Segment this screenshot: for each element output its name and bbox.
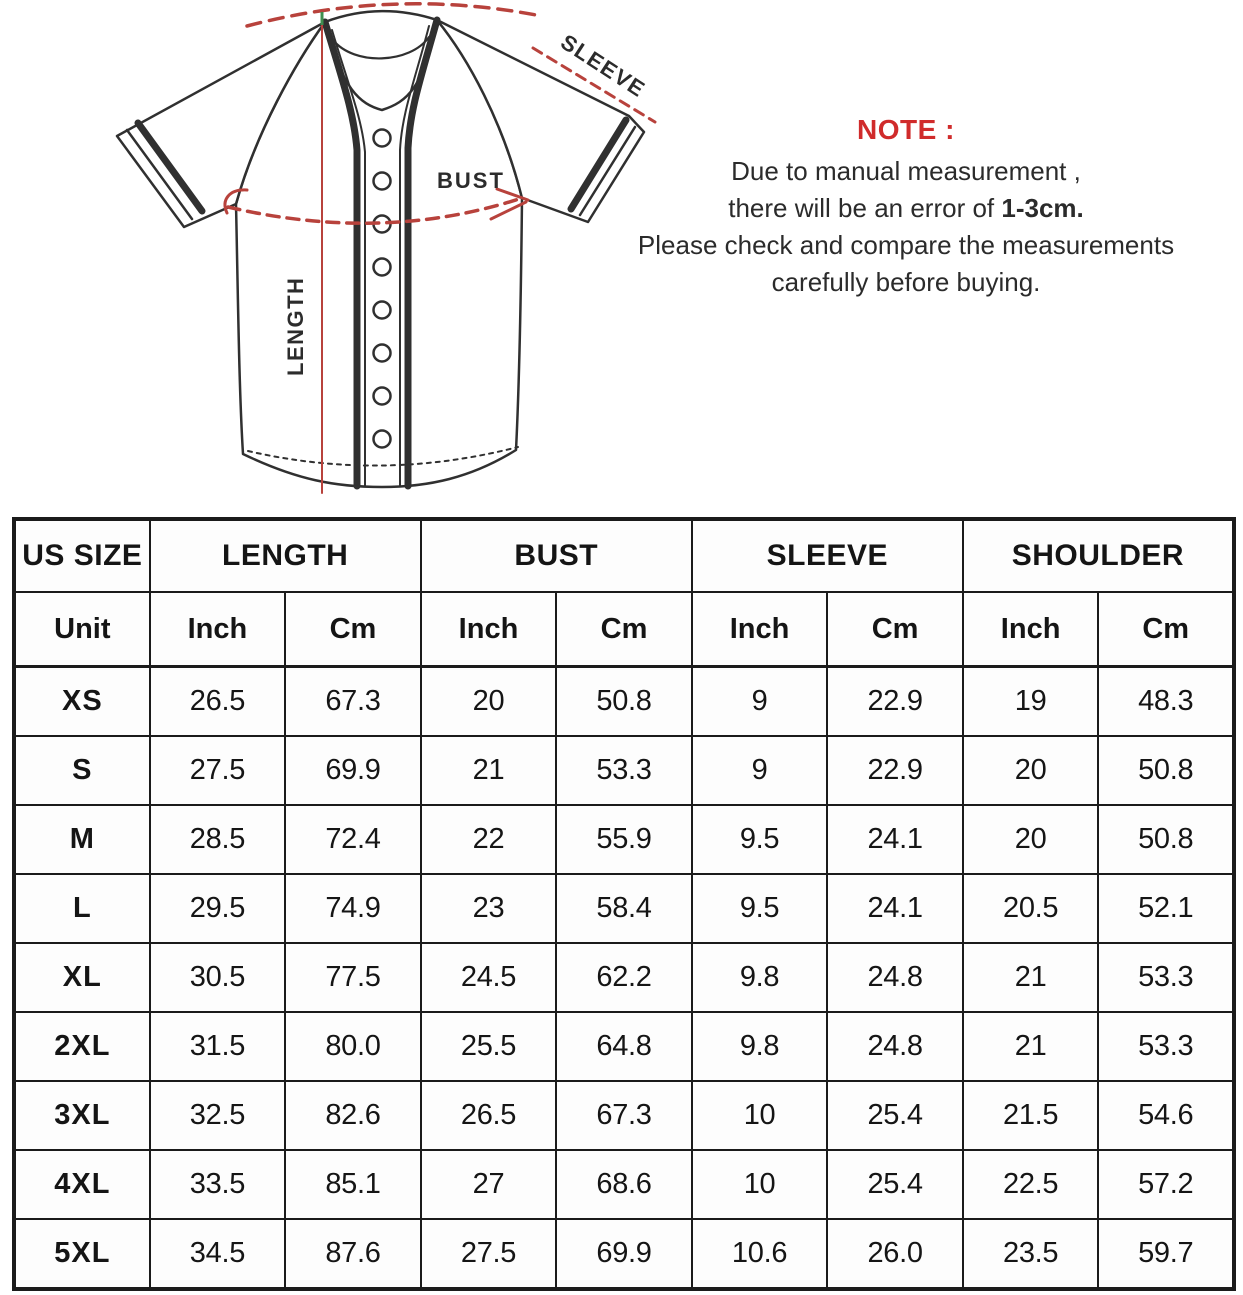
value-cell: 54.6 [1098,1081,1234,1150]
note-line-2-text: there will be an error of [728,193,1002,223]
header-bust-cm: Cm [556,592,692,667]
value-cell: 26.5 [421,1081,557,1150]
note-line-2 [626,190,1186,227]
size-cell: L [14,874,150,943]
note-line-3: Please check and compare the measurements [637,230,1175,260]
value-cell: 9 [692,736,828,805]
size-cell: 2XL [14,1012,150,1081]
size-cell: XS [14,667,150,737]
note-line-1: Due to manual measurement , [731,156,1081,186]
note-title: NOTE : [857,114,955,145]
header-us-size: US SIZE [14,519,150,592]
header-bust: BUST [421,519,692,592]
size-cell: 3XL [14,1081,150,1150]
header-sleeve-inch: Inch [692,592,828,667]
value-cell: 26.0 [827,1219,963,1289]
value-cell: 25.5 [421,1012,557,1081]
value-cell: 24.1 [827,805,963,874]
value-cell: 72.4 [285,805,421,874]
value-cell: 20 [963,805,1099,874]
value-cell: 59.7 [1098,1219,1234,1289]
table-unit-header-row [14,592,1234,667]
value-cell: 9.5 [692,874,828,943]
value-cell: 20 [421,667,557,737]
value-cell: 67.3 [556,1081,692,1150]
value-cell: 52.1 [1098,874,1234,943]
value-cell: 20.5 [963,874,1099,943]
value-cell: 10 [692,1150,828,1219]
note-block [626,114,1186,301]
value-cell: 21 [963,1012,1099,1081]
value-cell: 53.3 [1098,943,1234,1012]
value-cell: 87.6 [285,1219,421,1289]
value-cell: 22.9 [827,736,963,805]
value-cell: 24.8 [827,1012,963,1081]
value-cell: 33.5 [150,1150,286,1219]
header-sleeve-cm: Cm [827,592,963,667]
value-cell: 24.1 [827,874,963,943]
value-cell: 69.9 [556,1219,692,1289]
value-cell: 25.4 [827,1150,963,1219]
header-sleeve: SLEEVE [692,519,963,592]
value-cell: 50.8 [1098,736,1234,805]
value-cell: 50.8 [556,667,692,737]
value-cell: 19 [963,667,1099,737]
value-cell: 21 [421,736,557,805]
value-cell: 24.8 [827,943,963,1012]
value-cell: 58.4 [556,874,692,943]
value-cell: 34.5 [150,1219,286,1289]
size-cell: S [14,736,150,805]
value-cell: 74.9 [285,874,421,943]
value-cell: 10 [692,1081,828,1150]
value-cell: 82.6 [285,1081,421,1150]
table-row-3xl [14,1081,1234,1150]
header-length: LENGTH [150,519,421,592]
value-cell: 23.5 [963,1219,1099,1289]
value-cell: 62.2 [556,943,692,1012]
table-row-xl [14,943,1234,1012]
table-row-s [14,736,1234,805]
header-unit: Unit [14,592,150,667]
value-cell: 9.8 [692,943,828,1012]
sleeve-label: SLEEVE [556,29,651,103]
header-length-cm: Cm [285,592,421,667]
length-label: LENGTH [283,276,308,376]
value-cell: 53.3 [556,736,692,805]
header-length-inch: Inch [150,592,286,667]
value-cell: 10.6 [692,1219,828,1289]
table-row-4xl [14,1150,1234,1219]
value-cell: 9.5 [692,805,828,874]
note-line-2-bold: 1-3cm. [1001,193,1084,223]
measurement-diagram-section [0,0,1243,517]
value-cell: 27 [421,1150,557,1219]
table-row-5xl [14,1219,1234,1289]
value-cell: 28.5 [150,805,286,874]
size-cell: M [14,805,150,874]
value-cell: 9.8 [692,1012,828,1081]
bust-label: BUST [437,168,505,193]
table-group-header-row [14,519,1234,592]
value-cell: 31.5 [150,1012,286,1081]
value-cell: 24.5 [421,943,557,1012]
value-cell: 32.5 [150,1081,286,1150]
value-cell: 53.3 [1098,1012,1234,1081]
header-bust-inch: Inch [421,592,557,667]
size-cell: XL [14,943,150,1012]
table-row-xs [14,667,1234,737]
value-cell: 68.6 [556,1150,692,1219]
value-cell: 27.5 [421,1219,557,1289]
value-cell: 67.3 [285,667,421,737]
size-cell: 5XL [14,1219,150,1289]
value-cell: 77.5 [285,943,421,1012]
value-cell: 21 [963,943,1099,1012]
value-cell: 85.1 [285,1150,421,1219]
value-cell: 29.5 [150,874,286,943]
value-cell: 21.5 [963,1081,1099,1150]
header-shoulder-inch: Inch [963,592,1099,667]
value-cell: 80.0 [285,1012,421,1081]
value-cell: 30.5 [150,943,286,1012]
table-row-2xl [14,1012,1234,1081]
size-cell: 4XL [14,1150,150,1219]
value-cell: 26.5 [150,667,286,737]
value-cell: 22 [421,805,557,874]
value-cell: 25.4 [827,1081,963,1150]
header-shoulder: SHOULDER [963,519,1234,592]
value-cell: 50.8 [1098,805,1234,874]
baseball-jersey-diagram [0,0,700,517]
value-cell: 69.9 [285,736,421,805]
value-cell: 9 [692,667,828,737]
table-row-m [14,805,1234,874]
value-cell: 55.9 [556,805,692,874]
value-cell: 57.2 [1098,1150,1234,1219]
value-cell: 64.8 [556,1012,692,1081]
header-shoulder-cm: Cm [1098,592,1234,667]
value-cell: 23 [421,874,557,943]
table-row-l [14,874,1234,943]
value-cell: 22.9 [827,667,963,737]
value-cell: 27.5 [150,736,286,805]
value-cell: 22.5 [963,1150,1099,1219]
size-table [12,517,1236,1291]
value-cell: 48.3 [1098,667,1234,737]
note-line-4: carefully before buying. [771,267,1041,297]
value-cell: 20 [963,736,1099,805]
